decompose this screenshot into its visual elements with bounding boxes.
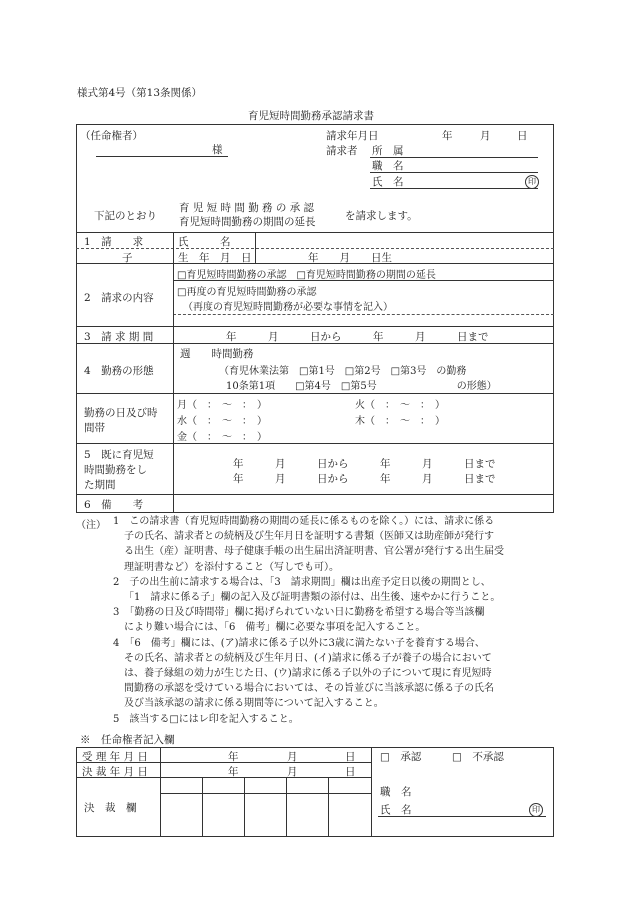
appointer-right-col	[371, 747, 372, 837]
received-year: 年	[228, 751, 239, 763]
form-title: 育児短時間勤務承認請求書	[248, 110, 374, 122]
row4-label: 4 勤務の形態	[84, 365, 154, 377]
divider-row5	[76, 443, 554, 444]
position-label: 職 名	[372, 160, 404, 172]
decided-year: 年	[228, 766, 239, 778]
note-line: 理証明書など）を添付すること（写しでも可）。	[124, 561, 339, 573]
divider-row6	[76, 494, 554, 495]
friday-hours: 金（ ： 〜 ： ）	[177, 432, 267, 443]
request-content-option1: □育児短時間勤務の承認 □育児短時間勤務の期間の延長	[177, 270, 436, 281]
decided-day: 日	[345, 766, 356, 778]
note-line: により難い場合には、「6 備考」欄に必要な事項を記入すること。	[124, 622, 426, 634]
appointer-position-label: 職 名	[380, 786, 412, 798]
divider-row4	[76, 393, 554, 394]
work-form-weekly: 週 時間勤務	[180, 348, 254, 360]
monday-hours: 月（ ： 〜 ： ）	[177, 400, 267, 411]
row1-label-child: 子	[122, 252, 133, 264]
row1-subdivider	[255, 232, 256, 263]
divider-row2-dashed	[173, 314, 554, 315]
child-name-label: 氏 名	[178, 236, 231, 248]
received-month: 月	[287, 751, 298, 763]
request-date-year: 年	[442, 130, 453, 142]
approve-checkbox: □ 承認	[380, 751, 422, 763]
decided-month: 月	[287, 766, 298, 778]
option-extension: 育児短時間勤務の期間の延長	[179, 216, 316, 228]
note-line: その氏名、請求者との続柄及び生年月日、(イ)請求に係る子が養子の場合において	[124, 652, 492, 664]
row1-label: 1 請 求	[84, 236, 144, 248]
note-line: 4 「6 備考」欄には、(ア)請求に係る子以外に3歳に満たない子を養育する場合、	[113, 637, 485, 649]
appointer-label: （任命権者）	[80, 130, 143, 142]
divider-header	[76, 232, 554, 233]
appointer-underline	[96, 156, 228, 157]
disapprove-checkbox: □ 不承認	[452, 751, 504, 763]
request-period-value: 年 月 日から 年 月 日まで	[226, 331, 489, 343]
received-day: 日	[345, 751, 356, 763]
note-line: 間勤務の承認を受けている場合においては、その旨並びに当該承認に係る子の氏名	[124, 683, 494, 695]
position-line	[370, 172, 538, 173]
request-content-option2: □再度の育児短時間勤務の承認	[177, 287, 317, 298]
note-line: 子の氏名、請求者との続柄及び生年月日を証明する書類（医師又は助産師が発行す	[124, 531, 494, 543]
approval-grid-col4	[328, 777, 329, 837]
note-line: 2 子の出生前に請求する場合は、「3 請求期間」欄は出産予定日以後の期間とし、	[113, 576, 491, 588]
child-birth-label: 生 年 月 日	[178, 252, 252, 264]
note-line: 3 「勤務の日及び時間帯」欄に掲げられていない日に勤務を希望する場合等当該欄	[113, 607, 485, 619]
request-date-day: 日	[517, 130, 528, 142]
approval-grid-col2	[244, 777, 245, 837]
request-date-label: 請求年月日	[326, 130, 379, 142]
row6-label-c: た期間	[84, 479, 116, 491]
tuesday-hours: 火（ ： 〜 ： ）	[355, 400, 445, 411]
child-birth-value: 年 月 日生	[308, 252, 392, 264]
approval-grid-mid	[160, 793, 371, 794]
request-content-reason: （再度の育児短時間勤務が必要な事情を記入）	[183, 302, 393, 313]
request-date-month: 月	[480, 130, 491, 142]
request-suffix: を請求します。	[345, 210, 418, 222]
row5-label-a: 勤務の日及び時	[84, 407, 158, 419]
note-line: 1 この請求書（育児短時間勤務の期間の延長に係るものを除く。）には、請求に係る	[113, 516, 495, 527]
approval-column-label: 決 裁 欄	[84, 802, 137, 814]
row6-label-b: 時間勤務をし	[84, 464, 147, 476]
work-form-line3: 10条第1項 □第4号 □第5号 の形態）	[226, 381, 497, 392]
work-form-line2: （育児休業法第 □第1号 □第2号 □第3号 の勤務	[219, 366, 467, 377]
note-line: 及び当該承認の請求に係る期間等について記入すること。	[124, 698, 384, 710]
divider-row1-mid	[76, 248, 554, 249]
row6-label-a: 5 既に育児短	[84, 449, 154, 461]
option-approval: 育 児 短 時 間 勤 務 の 承 認	[179, 202, 315, 214]
note-line: 「1 請求に係る子」欄の記入及び証明書類の添付は、出生後、速やかに行うこと。	[124, 592, 501, 603]
appointer-name-label: 氏 名	[380, 804, 412, 816]
received-date-label: 受 理 年 月 日	[82, 751, 148, 763]
previous-period-2: 年 月 日から 年 月 日まで	[233, 473, 496, 485]
appointer-seal-icon: 印	[529, 803, 543, 817]
seal-icon: 印	[525, 175, 539, 189]
remarks-label: 6 備 考	[84, 499, 144, 511]
appointer-label-col	[160, 747, 161, 837]
as-below-label: 下記のとおり	[94, 210, 157, 222]
label-column-divider	[173, 232, 174, 513]
form-number: 様式第4号（第13条関係）	[77, 87, 203, 99]
approval-grid-col3	[286, 777, 287, 837]
name-line	[370, 188, 538, 189]
name-label: 氏 名	[372, 176, 404, 188]
row5-label-b: 間帯	[84, 422, 105, 434]
wednesday-hours: 水（ ： 〜 ： ）	[177, 416, 267, 427]
sama-label: 様	[212, 144, 223, 156]
thursday-hours: 木（ ： 〜 ： ）	[355, 416, 445, 427]
divider-row2	[76, 326, 554, 327]
requester-label: 請求者	[326, 145, 358, 157]
previous-period-1: 年 月 日から 年 月 日まで	[233, 458, 496, 470]
row3-label: 3 請 求 期 間	[84, 331, 154, 343]
affiliation-label: 所 属	[372, 145, 404, 157]
appointer-section-heading: ※ 任命権者記入欄	[80, 734, 175, 746]
note-line: る出生（産）証明書、母子健康手帳の出生届出済証明書、官公署が発行する出生届受	[124, 546, 504, 558]
note-line: 5 該当する□にはレ印を記入すること。	[113, 713, 299, 725]
approval-grid-col1	[202, 777, 203, 837]
note-line: は、養子縁組の効力が生じた日、(ウ)請求に係る子以外の子について現に育児短時	[124, 668, 492, 679]
decided-date-label: 決 裁 年 月 日	[82, 766, 148, 778]
row2-label: 2 請求の内容	[84, 292, 154, 304]
notes-prefix: （注）	[76, 520, 106, 531]
appointer-name-line	[378, 816, 546, 817]
